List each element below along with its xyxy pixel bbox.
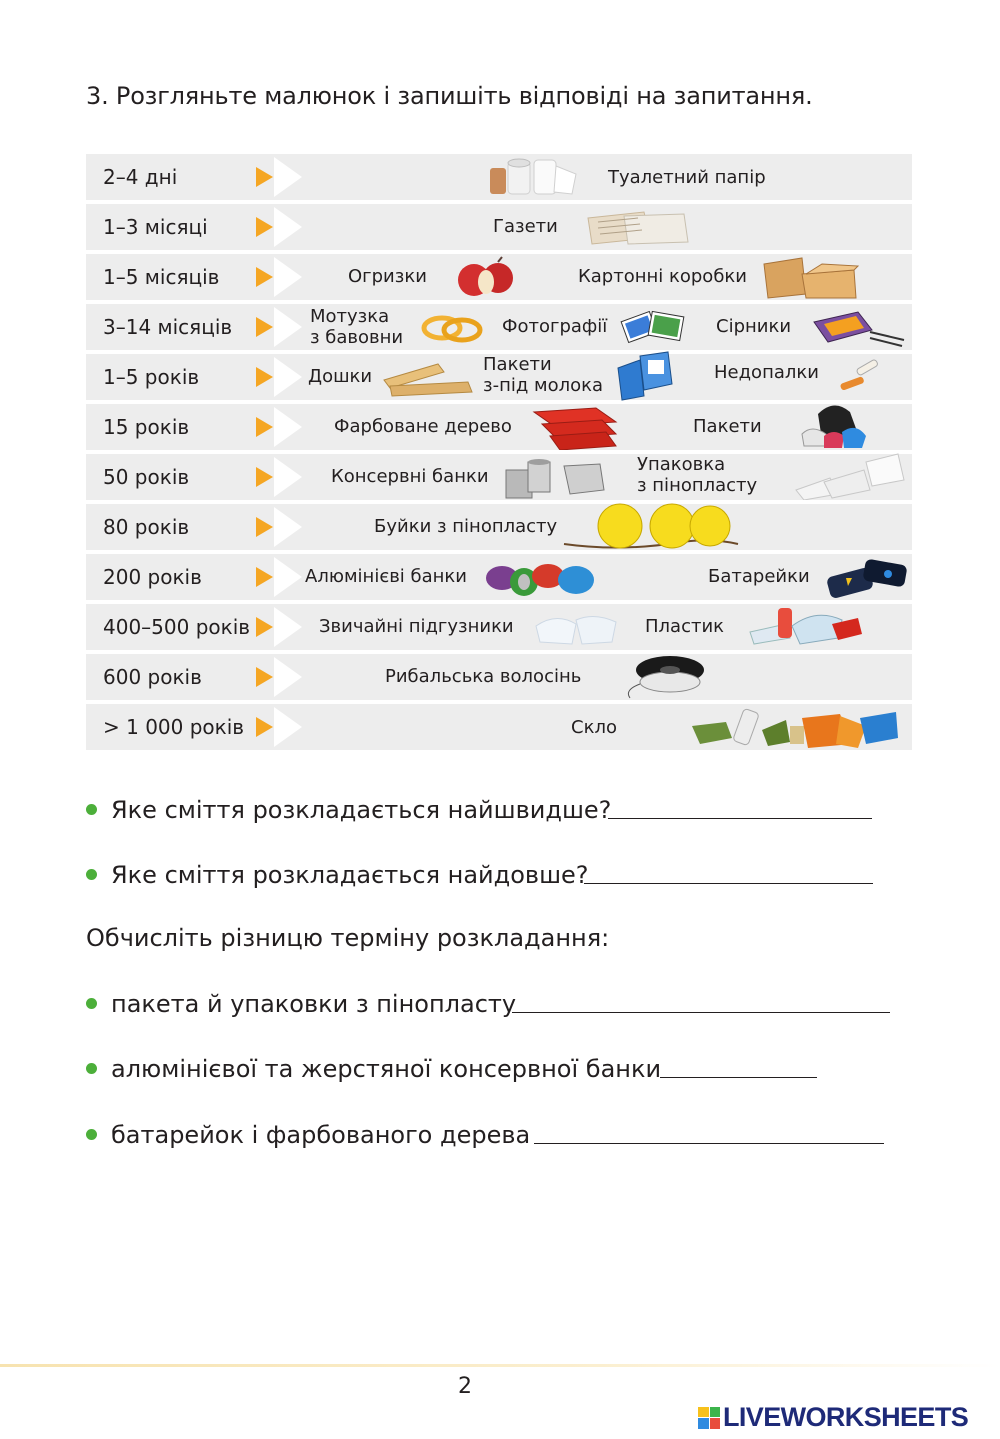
diapers-illustration bbox=[532, 608, 620, 648]
duration-label: 3–14 місяців bbox=[103, 315, 233, 339]
arrow-icon bbox=[256, 367, 273, 387]
arrow-icon bbox=[256, 167, 273, 187]
brand-name: LIVEWORKSHEETS bbox=[723, 1402, 969, 1432]
chevron-shape bbox=[274, 257, 302, 297]
question-longest bbox=[86, 861, 589, 889]
duration-label: 400–500 років bbox=[103, 615, 251, 639]
duration-label: 1–5 місяців bbox=[103, 265, 220, 289]
waste-item: Сірники bbox=[716, 316, 792, 337]
plastic-bags-illustration bbox=[798, 400, 870, 450]
arrow-icon bbox=[256, 217, 273, 237]
bullet-icon bbox=[86, 1063, 97, 1074]
batteries-illustration bbox=[826, 556, 910, 598]
bullet-icon bbox=[86, 1129, 97, 1140]
answer-field[interactable] bbox=[584, 883, 873, 884]
waste-item: Фарбоване дерево bbox=[334, 416, 512, 437]
duration-label: 50 років bbox=[103, 465, 190, 489]
duration-label: 1–5 років bbox=[103, 365, 200, 389]
table-row bbox=[86, 154, 912, 200]
footer-divider bbox=[0, 1364, 1000, 1367]
toilet-paper-illustration bbox=[488, 156, 580, 198]
answer-field[interactable] bbox=[512, 1012, 890, 1013]
waste-item: Дошки bbox=[308, 366, 373, 387]
question-text: Яке сміття розкладається найшвидше? bbox=[111, 796, 612, 824]
chevron-shape bbox=[274, 307, 302, 347]
duration-label: 2–4 дні bbox=[103, 165, 178, 189]
table-row bbox=[86, 404, 912, 450]
aluminium-cans-illustration bbox=[484, 556, 604, 600]
question-fastest bbox=[86, 796, 611, 824]
calc-item bbox=[86, 990, 516, 1018]
calc-text: алюмінієвої та жерстяної консервної банки bbox=[111, 1055, 662, 1083]
chevron-shape bbox=[274, 407, 302, 447]
waste-item: Звичайні підгузники bbox=[319, 616, 514, 637]
arrow-icon bbox=[256, 267, 273, 287]
arrow-icon bbox=[256, 517, 273, 537]
table-row bbox=[86, 654, 912, 700]
duration-label: > 1 000 років bbox=[103, 715, 245, 739]
table-row bbox=[86, 554, 912, 600]
calc-text: батарейок і фарбованого дерева bbox=[111, 1121, 531, 1149]
waste-item: Мотузка з бавовни bbox=[310, 306, 404, 348]
arrow-icon bbox=[256, 317, 273, 337]
table-row bbox=[86, 304, 912, 350]
arrow-icon bbox=[256, 567, 273, 587]
styrofoam-packaging-illustration bbox=[794, 452, 906, 500]
duration-label: 1–3 місяці bbox=[103, 215, 208, 239]
arrow-icon bbox=[256, 717, 273, 737]
bullet-icon bbox=[86, 998, 97, 1009]
waste-item: Батарейки bbox=[708, 566, 810, 587]
table-row bbox=[86, 704, 912, 750]
chevron-shape bbox=[274, 657, 302, 697]
photographs-illustration bbox=[620, 308, 690, 346]
waste-item: Газети bbox=[493, 216, 558, 237]
task-title: 3. Розгляньте малюнок і запишіть відповіді на запитання. bbox=[86, 82, 813, 110]
answer-field[interactable] bbox=[660, 1077, 817, 1078]
brand-logo[interactable] bbox=[698, 1402, 968, 1433]
buoys-illustration bbox=[562, 502, 742, 550]
calc-item bbox=[86, 1121, 530, 1149]
duration-label: 600 років bbox=[103, 665, 202, 689]
answer-field[interactable] bbox=[608, 818, 872, 819]
bullet-icon bbox=[86, 869, 97, 880]
bullet-icon bbox=[86, 804, 97, 815]
painted-wood-illustration bbox=[532, 406, 618, 450]
milk-carton-illustration bbox=[614, 350, 678, 402]
arrow-icon bbox=[256, 467, 273, 487]
table-row bbox=[86, 354, 912, 400]
duration-label: 200 років bbox=[103, 565, 202, 589]
arrow-icon bbox=[256, 667, 273, 687]
rope-illustration bbox=[420, 310, 486, 346]
glass-illustration bbox=[690, 704, 902, 750]
chevron-shape bbox=[274, 357, 302, 397]
waste-item: Недопалки bbox=[714, 362, 819, 383]
waste-item: Пластик bbox=[645, 616, 725, 637]
table-row bbox=[86, 204, 912, 250]
chevron-shape bbox=[274, 607, 302, 647]
answer-field[interactable] bbox=[534, 1143, 884, 1144]
waste-item: Картонні коробки bbox=[578, 266, 747, 287]
chevron-shape bbox=[274, 557, 302, 597]
chevron-shape bbox=[274, 457, 302, 497]
plastic-illustration bbox=[746, 604, 866, 648]
arrow-icon bbox=[256, 417, 273, 437]
chevron-shape bbox=[274, 707, 302, 747]
waste-item: Фотографії bbox=[502, 316, 608, 337]
calc-item bbox=[86, 1055, 661, 1083]
table-row bbox=[86, 254, 912, 300]
logo-icon bbox=[698, 1407, 720, 1429]
chevron-shape bbox=[274, 157, 302, 197]
duration-label: 80 років bbox=[103, 515, 190, 539]
chevron-shape bbox=[274, 507, 302, 547]
calc-title: Обчисліть різницю терміну розкладання: bbox=[86, 924, 610, 952]
question-text: Яке сміття розкладається найдовше? bbox=[111, 861, 589, 889]
duration-label: 15 років bbox=[103, 415, 190, 439]
waste-item: Рибальська волосінь bbox=[385, 666, 582, 687]
planks-illustration bbox=[382, 360, 474, 398]
waste-item: Огризки bbox=[348, 266, 427, 287]
table-row bbox=[86, 604, 912, 650]
chevron-shape bbox=[274, 207, 302, 247]
arrow-icon bbox=[256, 617, 273, 637]
matches-illustration bbox=[810, 306, 908, 348]
table-row bbox=[86, 454, 912, 500]
calc-text: пакета й упаковки з пінопласту bbox=[111, 990, 517, 1018]
apple-core-illustration bbox=[454, 256, 518, 300]
cigarette-butts-illustration bbox=[834, 356, 884, 396]
table-row bbox=[86, 504, 912, 550]
waste-item: Скло bbox=[571, 717, 617, 738]
waste-item: Консервні банки bbox=[331, 466, 489, 487]
fishing-line-illustration bbox=[620, 654, 710, 700]
waste-item: Буйки з пінопласту bbox=[374, 516, 558, 537]
cardboard-box-illustration bbox=[762, 254, 860, 300]
page-number: 2 bbox=[458, 1374, 472, 1399]
decomposition-table bbox=[86, 154, 912, 754]
newspaper-illustration bbox=[584, 208, 692, 248]
waste-item: Упаковка з пінопласту bbox=[637, 454, 758, 496]
waste-item: Алюмінієві банки bbox=[305, 566, 467, 587]
waste-item: Пакети з-під молока bbox=[483, 354, 604, 396]
tin-cans-illustration bbox=[504, 456, 606, 500]
waste-item: Пакети bbox=[693, 416, 762, 437]
waste-item: Туалетний папір bbox=[608, 167, 766, 188]
